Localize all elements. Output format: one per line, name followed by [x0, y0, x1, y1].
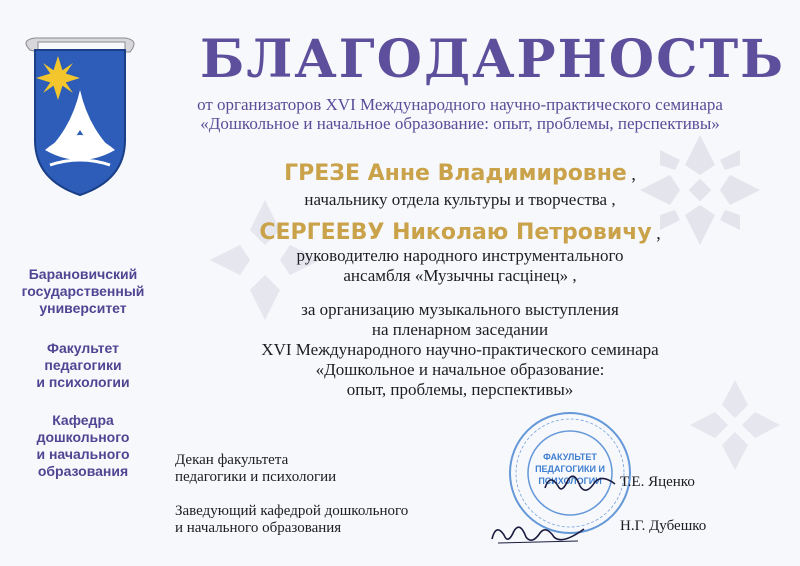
- subtitle: [160, 95, 760, 133]
- sidebar-faculty: Факультет педагогики и психологии: [36, 340, 130, 390]
- recipient-name-1: ГРЕЗЕ Анне Владимировне ,: [284, 161, 636, 186]
- signature-name-head: Н.Г. Дубешко: [620, 518, 707, 534]
- sidebar-department: Кафедра дошкольного и начального образования: [36, 412, 130, 479]
- subtitle-line-1: от организаторов XVI Международного научно-практического семинара: [197, 95, 723, 114]
- sidebar-university: Барановичский государственный университет: [21, 266, 145, 316]
- signature-name-dean: Т.Е. Яценко: [620, 474, 695, 490]
- signature-title-head: Заведующий кафедрой дошкольного и начального образования: [175, 503, 409, 536]
- svg-text:ПСИХОЛОГИИ: ПСИХОЛОГИИ: [538, 476, 602, 486]
- reason-text: за организацию музыкального выступления на пленарном заседании XVI Международного научно-практического семинара «Дошкольное и начальное образование: опыт, проблемы, перспективы»: [261, 300, 659, 399]
- signature-dean-icon: [540, 468, 620, 498]
- subtitle-line-2: «Дошкольное и начальное образование: опыт, проблемы, перспективы»: [200, 114, 720, 133]
- signature-head-icon: [488, 515, 588, 549]
- recipient-name-2: СЕРГЕЕВУ Николаю Петровичу ,: [259, 220, 661, 245]
- recipient-position-2: руководителю народного инструментального ансамбля «Музычны гасцінец» ,: [296, 246, 624, 285]
- svg-text:ПЕДАГОГИКИ И: ПЕДАГОГИКИ И: [535, 464, 605, 474]
- recipient-position-1: начальнику отдела культуры и творчества ,: [304, 190, 616, 209]
- svg-text:ФАКУЛЬТЕТ: ФАКУЛЬТЕТ: [543, 452, 597, 462]
- signature-title-dean: Декан факультета педагогики и психологии: [175, 452, 337, 485]
- page-title: БЛАГОДАРНОСТЬ: [200, 29, 786, 90]
- crest-icon: [10, 30, 150, 200]
